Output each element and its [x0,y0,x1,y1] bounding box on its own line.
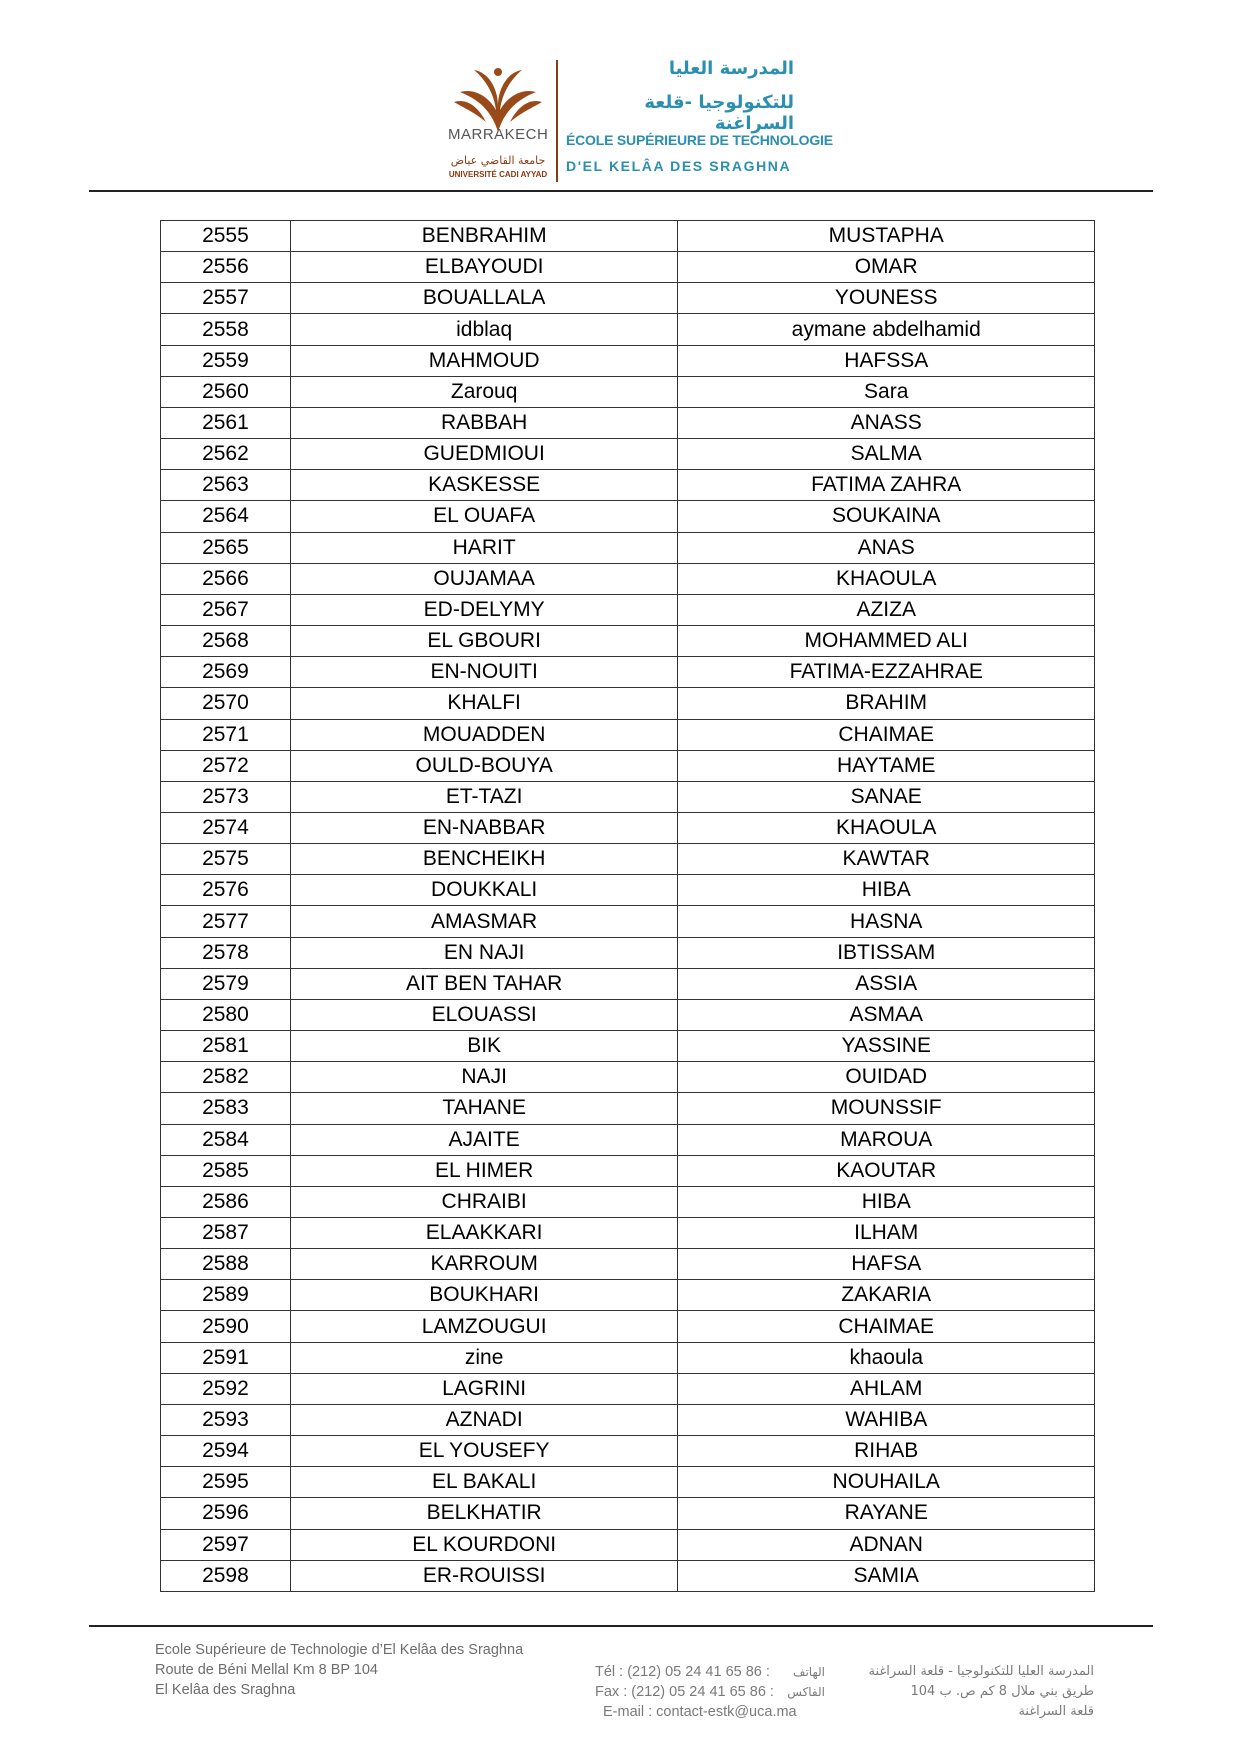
row-last-name: BENBRAHIM [290,221,678,252]
row-number: 2570 [161,688,291,719]
row-last-name: LAMZOUGUI [290,1311,678,1342]
row-last-name: DOUKKALI [290,875,678,906]
table-row [161,594,1095,625]
row-number: 2578 [161,937,291,968]
table-row [161,376,1095,407]
row-number: 2581 [161,1031,291,1062]
footer-fax: Fax : (212) 05 24 41 65 86 : [595,1684,774,1700]
row-number: 2566 [161,563,291,594]
row-last-name: zine [290,1342,678,1373]
table-row [161,781,1095,812]
row-number: 2565 [161,532,291,563]
table-row [161,999,1095,1030]
table-row [161,1404,1095,1435]
row-number: 2586 [161,1186,291,1217]
row-number: 2561 [161,407,291,438]
row-first-name: RAYANE [678,1498,1095,1529]
row-number: 2587 [161,1218,291,1249]
footer-address-arabic [860,1662,1094,1722]
table-row [161,407,1095,438]
row-last-name: EN-NOUITI [290,657,678,688]
footer-contact [595,1662,825,1722]
row-first-name: CHAIMAE [678,1311,1095,1342]
page-header [0,0,1241,192]
table-row [161,314,1095,345]
table-row [161,563,1095,594]
row-last-name: ER-ROUISSI [290,1560,678,1591]
table-row [161,501,1095,532]
row-first-name: KHAOULA [678,563,1095,594]
row-last-name: RABBAH [290,407,678,438]
row-number: 2563 [161,470,291,501]
table-row [161,1124,1095,1155]
row-number: 2577 [161,906,291,937]
row-number: 2591 [161,1342,291,1373]
row-first-name: HAFSA [678,1249,1095,1280]
footer-address-arabic-line3: قلعة السراغنة [1018,1704,1094,1719]
row-number: 2598 [161,1560,291,1591]
table-row [161,345,1095,376]
row-number: 2595 [161,1467,291,1498]
row-first-name: aymane abdelhamid [678,314,1095,345]
row-first-name: KHAOULA [678,812,1095,843]
row-first-name: RIHAB [678,1436,1095,1467]
row-first-name: MOUNSSIF [678,1093,1095,1124]
row-last-name: EL GBOURI [290,626,678,657]
row-number: 2583 [161,1093,291,1124]
row-first-name: ANAS [678,532,1095,563]
row-number: 2564 [161,501,291,532]
row-number: 2557 [161,283,291,314]
row-first-name: OMAR [678,252,1095,283]
row-first-name: AZIZA [678,594,1095,625]
table-row [161,968,1095,999]
table-row [161,906,1095,937]
table-row [161,719,1095,750]
row-number: 2556 [161,252,291,283]
row-first-name: ILHAM [678,1218,1095,1249]
row-last-name: ET-TAZI [290,781,678,812]
table-row [161,1218,1095,1249]
row-last-name: AMASMAR [290,906,678,937]
row-number: 2582 [161,1062,291,1093]
table-body [161,221,1095,1592]
table-row [161,283,1095,314]
footer-address-arabic-line2: طريق بني ملال 8 كم ص. ب 104 [910,1684,1094,1699]
row-last-name: BOUKHARI [290,1280,678,1311]
row-first-name: SANAE [678,781,1095,812]
row-number: 2596 [161,1498,291,1529]
row-last-name: AJAITE [290,1124,678,1155]
row-last-name: KASKESSE [290,470,678,501]
table-row [161,439,1095,470]
row-number: 2589 [161,1280,291,1311]
logo-university-arabic: جامعة القاضي عياض [450,154,546,167]
table-row [161,1280,1095,1311]
row-first-name: FATIMA-EZZAHRAE [678,657,1095,688]
row-last-name: Zarouq [290,376,678,407]
row-number: 2568 [161,626,291,657]
row-first-name: OUIDAD [678,1062,1095,1093]
table-row [161,812,1095,843]
row-number: 2562 [161,439,291,470]
row-first-name: SALMA [678,439,1095,470]
table-row [161,875,1095,906]
row-first-name: WAHIBA [678,1404,1095,1435]
row-first-name: CHAIMAE [678,719,1095,750]
row-last-name: CHRAIBI [290,1186,678,1217]
table-row [161,937,1095,968]
table-row [161,1560,1095,1591]
row-last-name: ELBAYOUDI [290,252,678,283]
row-number: 2590 [161,1311,291,1342]
row-first-name: ANASS [678,407,1095,438]
row-last-name: NAJI [290,1062,678,1093]
logo-city-text: MARRAKECH [448,126,549,143]
table-row [161,1342,1095,1373]
row-first-name: Sara [678,376,1095,407]
row-number: 2580 [161,999,291,1030]
logo-university-name: UNIVERSITÉ CADI AYYAD [448,170,548,179]
row-first-name: YASSINE [678,1031,1095,1062]
row-number: 2571 [161,719,291,750]
row-first-name: HAFSSA [678,345,1095,376]
row-first-name: FATIMA ZAHRA [678,470,1095,501]
table-row [161,1529,1095,1560]
row-number: 2560 [161,376,291,407]
table-row [161,532,1095,563]
table-row [161,1467,1095,1498]
row-number: 2559 [161,345,291,376]
school-name-arabic-2: للتكنولوجيا -قلعة السراغنة [644,92,794,134]
row-first-name: ADNAN [678,1529,1095,1560]
row-first-name: SOUKAINA [678,501,1095,532]
table-row [161,470,1095,501]
row-last-name: EN NAJI [290,937,678,968]
row-number: 2593 [161,1404,291,1435]
row-first-name: NOUHAILA [678,1467,1095,1498]
footer-address-line1: Ecole Supérieure de Technologie d’El Kelâa des Sraghna [155,1642,524,1658]
row-last-name: BOUALLALA [290,283,678,314]
table-row [161,657,1095,688]
row-last-name: HARIT [290,532,678,563]
row-first-name: BRAHIM [678,688,1095,719]
row-number: 2567 [161,594,291,625]
footer-email: E-mail : contact-estk@uca.ma [603,1704,797,1720]
row-first-name: ZAKARIA [678,1280,1095,1311]
row-last-name: BELKHATIR [290,1498,678,1529]
row-number: 2575 [161,844,291,875]
row-number: 2579 [161,968,291,999]
row-first-name: YOUNESS [678,283,1095,314]
student-list-table [160,220,1095,1592]
row-first-name: khaoula [678,1342,1095,1373]
table-row [161,1373,1095,1404]
row-last-name: AZNADI [290,1404,678,1435]
table-row [161,1498,1095,1529]
row-last-name: MAHMOUD [290,345,678,376]
row-last-name: AIT BEN TAHAR [290,968,678,999]
row-number: 2572 [161,750,291,781]
school-name-arabic-1: المدرسة العليا [668,58,794,79]
row-number: 2594 [161,1436,291,1467]
row-last-name: ED-DELYMY [290,594,678,625]
table-row [161,626,1095,657]
row-number: 2592 [161,1373,291,1404]
footer-tel-arabic: الهاتف [793,1665,825,1679]
row-last-name: ELOUASSI [290,999,678,1030]
row-first-name: HASNA [678,906,1095,937]
row-number: 2558 [161,314,291,345]
row-first-name: HIBA [678,875,1095,906]
table-row [161,1249,1095,1280]
row-number: 2555 [161,221,291,252]
row-last-name: OULD-BOUYA [290,750,678,781]
row-first-name: HAYTAME [678,750,1095,781]
row-number: 2585 [161,1155,291,1186]
row-first-name: HIBA [678,1186,1095,1217]
row-number: 2588 [161,1249,291,1280]
row-number: 2574 [161,812,291,843]
table-row [161,750,1095,781]
row-first-name: MUSTAPHA [678,221,1095,252]
footer-fax-arabic: الفاكس [787,1685,825,1699]
row-first-name: IBTISSAM [678,937,1095,968]
table-row [161,1031,1095,1062]
row-first-name: ASSIA [678,968,1095,999]
footer-tel: Tél : (212) 05 24 41 65 86 : [595,1664,770,1680]
footer-address-line3: El Kelâa des Sraghna [155,1682,296,1698]
row-last-name: OUJAMAA [290,563,678,594]
table-row [161,844,1095,875]
row-last-name: LAGRINI [290,1373,678,1404]
row-last-name: idblaq [290,314,678,345]
row-last-name: TAHANE [290,1093,678,1124]
footer-address [155,1640,523,1700]
row-last-name: EL HIMER [290,1155,678,1186]
row-last-name: GUEDMIOUI [290,439,678,470]
row-last-name: MOUADDEN [290,719,678,750]
table-row [161,252,1095,283]
table-row [161,1155,1095,1186]
row-last-name: EL BAKALI [290,1467,678,1498]
table-row [161,1062,1095,1093]
row-last-name: EL KOURDONI [290,1529,678,1560]
row-last-name: EL YOUSEFY [290,1436,678,1467]
row-last-name: BIK [290,1031,678,1062]
header-divider [556,60,558,182]
university-logo-icon [452,62,544,134]
row-last-name: KARROUM [290,1249,678,1280]
row-first-name: AHLAM [678,1373,1095,1404]
row-number: 2576 [161,875,291,906]
row-number: 2569 [161,657,291,688]
row-number: 2584 [161,1124,291,1155]
row-last-name: EL OUAFA [290,501,678,532]
table-row [161,688,1095,719]
row-first-name: KAWTAR [678,844,1095,875]
header-rule [89,190,1153,192]
row-last-name: EN-NABBAR [290,812,678,843]
row-last-name: KHALFI [290,688,678,719]
footer-address-line2: Route de Béni Mellal Km 8 BP 104 [155,1662,379,1678]
row-first-name: MAROUA [678,1124,1095,1155]
school-name-french-2: D'EL KELÂA DES SRAGHNA [566,158,792,174]
row-first-name: ASMAA [678,999,1095,1030]
table-row [161,1311,1095,1342]
table-row [161,1093,1095,1124]
row-first-name: SAMIA [678,1560,1095,1591]
row-first-name: KAOUTAR [678,1155,1095,1186]
table-row [161,1436,1095,1467]
table-row [161,221,1095,252]
school-name-french-1: ÉCOLE SUPÉRIEURE DE TECHNOLOGIE [566,132,833,148]
table-row [161,1186,1095,1217]
row-last-name: BENCHEIKH [290,844,678,875]
row-first-name: MOHAMMED ALI [678,626,1095,657]
row-number: 2573 [161,781,291,812]
row-number: 2597 [161,1529,291,1560]
footer-address-arabic-line1: المدرسة العليا للتكنولوجيا - قلعة السراغنة [868,1664,1094,1679]
row-last-name: ELAAKKARI [290,1218,678,1249]
footer-rule [89,1625,1153,1627]
